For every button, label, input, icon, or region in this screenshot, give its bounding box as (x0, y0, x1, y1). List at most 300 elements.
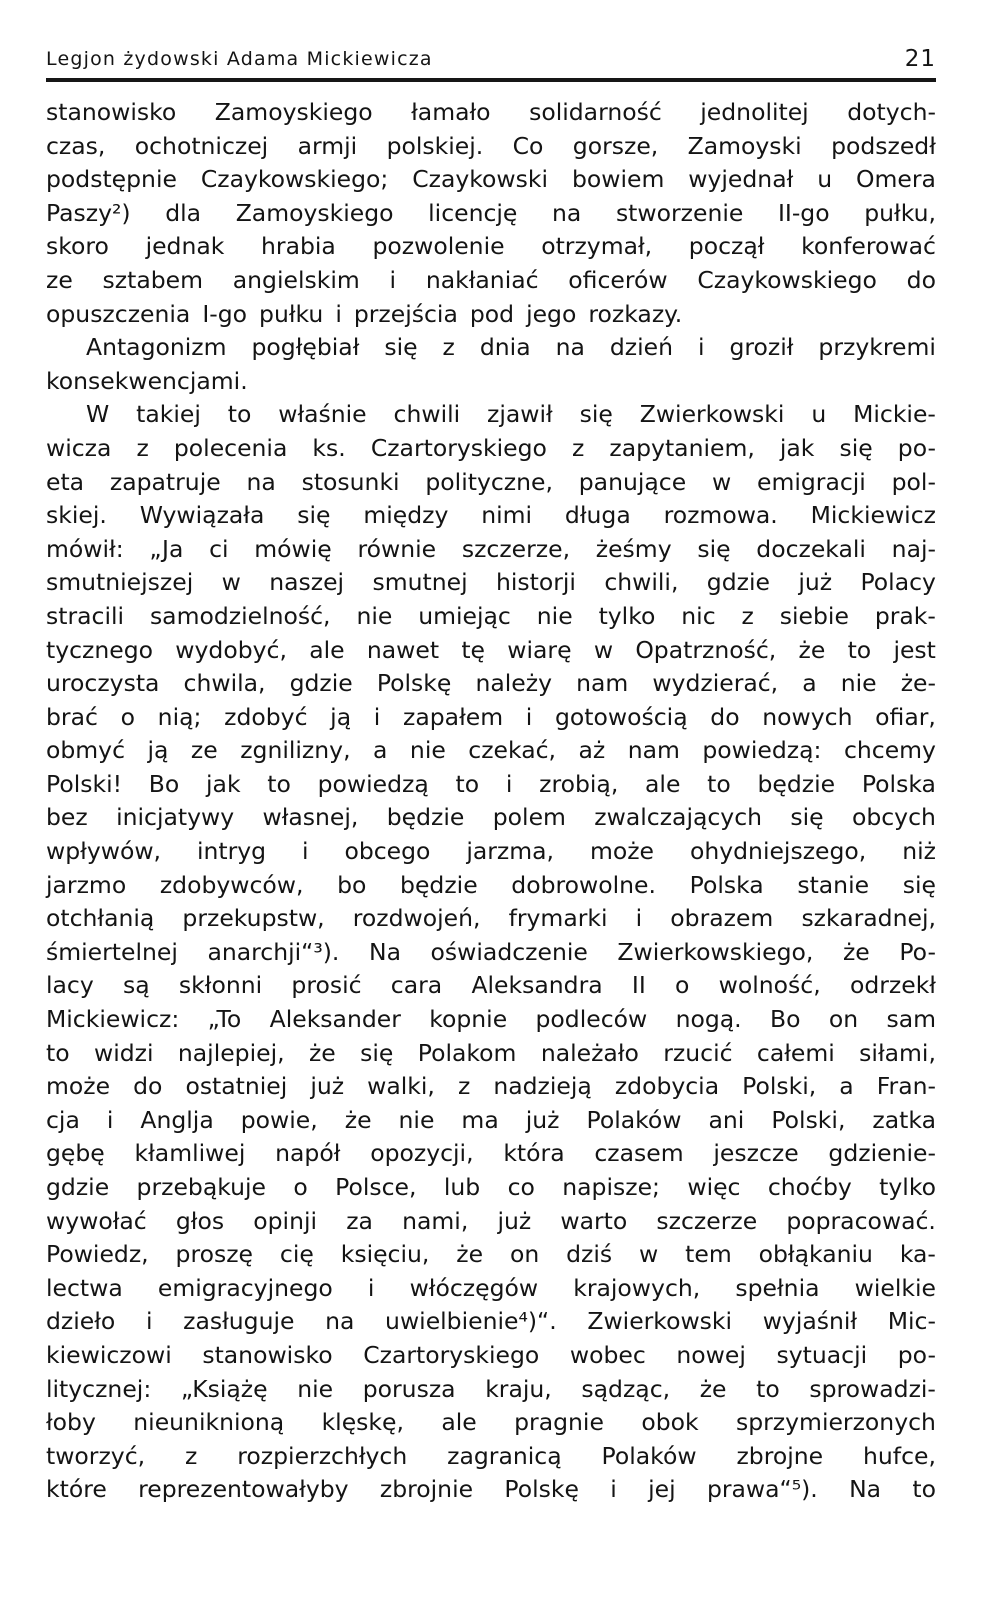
word: skoro (46, 232, 109, 261)
word: gorsze, (572, 131, 659, 160)
word: wywołać (46, 1206, 147, 1235)
word: Zamoyskiego (235, 198, 394, 227)
word: z (442, 333, 455, 362)
word: sprowadzi- (809, 1374, 936, 1403)
word: prawa“⁵). (706, 1475, 818, 1504)
word: do (710, 702, 740, 731)
word: dzieło (46, 1307, 116, 1336)
word: stanowisko (46, 98, 177, 126)
word: i (373, 702, 381, 731)
word: nieuniknioną (133, 1408, 285, 1437)
word: które (46, 1475, 107, 1504)
word: ma (461, 1105, 499, 1134)
word: Zwierkowskiego, (617, 937, 814, 966)
word: na (552, 198, 582, 227)
word: i (635, 904, 643, 933)
word: zagranicą (447, 1441, 562, 1470)
word: licencję (428, 198, 518, 227)
word: przekupstw, (182, 904, 325, 933)
word: Polski, (742, 1072, 817, 1101)
word: krajowych, (573, 1273, 701, 1302)
word: się (902, 870, 936, 899)
word: wyjednał (688, 165, 794, 194)
word: ze (190, 736, 218, 765)
word: to (912, 1475, 936, 1504)
word: oficerów (568, 265, 668, 294)
word: a (373, 736, 388, 765)
word: może (46, 1072, 111, 1101)
word: pułku, (864, 198, 936, 227)
word: Po- (899, 937, 936, 966)
word: Czaykowskiego (697, 265, 877, 294)
word: o (293, 1173, 308, 1201)
word: się (297, 501, 331, 530)
word: Polakom (417, 1038, 517, 1067)
word: i (697, 333, 705, 362)
word: nowej (676, 1340, 746, 1369)
word: Polaków (601, 1441, 697, 1470)
word: solidarność (529, 98, 662, 126)
word: popracować. (786, 1206, 936, 1235)
word: ochotniczej (134, 131, 269, 160)
word: się (839, 433, 873, 462)
word: skiej. (46, 501, 107, 530)
page-number: 21 (904, 46, 936, 72)
word: mówię (254, 534, 332, 563)
word: już (310, 1072, 345, 1101)
word: nowych (762, 702, 853, 731)
word: a (802, 669, 817, 698)
word: przebąkuje (136, 1173, 266, 1201)
word: Anglja (140, 1105, 214, 1134)
word: jego (526, 299, 577, 328)
text-line (46, 230, 936, 264)
word: już (525, 1105, 560, 1134)
word: nimi (481, 501, 533, 530)
word: obłąkaniu (758, 1240, 873, 1269)
word: ani (708, 1105, 745, 1134)
word: ka- (899, 1240, 936, 1269)
word: się (384, 333, 418, 362)
word: gotowością (555, 702, 688, 731)
word: będzie (386, 803, 465, 832)
word: to (227, 400, 252, 429)
word: cara (390, 971, 443, 1000)
word: angielskim (232, 265, 360, 294)
word: będzie (400, 870, 478, 899)
word: intryg (196, 837, 267, 866)
word: on (509, 1240, 540, 1269)
word: stosunki (301, 467, 400, 496)
word: samodzielność, (149, 601, 331, 630)
word: sztabem (102, 265, 204, 294)
word: smutnej (372, 568, 468, 597)
word: jest (893, 635, 936, 664)
word: nie (409, 736, 446, 765)
word: anarchji“³). (207, 937, 340, 966)
word: wiarę (507, 635, 572, 664)
word: na (325, 1307, 355, 1336)
word: włóczęgów (409, 1273, 539, 1302)
word: Zamoyski (687, 131, 802, 160)
text-line (46, 1272, 936, 1306)
word: Na (849, 1475, 882, 1504)
word: pod (469, 299, 515, 328)
word: pozwolenie (372, 232, 505, 261)
word: zrobią, (539, 769, 619, 798)
word: bo (337, 870, 367, 899)
word: powiedzą (317, 769, 429, 798)
word: Bo (148, 769, 180, 798)
word: na (246, 467, 276, 496)
running-head (46, 46, 936, 76)
word: porusza (362, 1374, 456, 1403)
word: Omera (856, 165, 936, 194)
text-line (46, 1037, 936, 1071)
text-line (46, 566, 936, 600)
word: w (711, 467, 732, 496)
word: Czartoryskiego (370, 433, 547, 462)
word: polityczne, (425, 467, 553, 496)
word: stanie (797, 870, 870, 899)
word: Powiedz, (46, 1240, 149, 1269)
word: i (301, 837, 309, 866)
word: oświadczenie (430, 937, 588, 966)
text-line (46, 701, 936, 735)
word: podszedł (831, 131, 936, 160)
word: Co (512, 131, 544, 160)
word: II-go (777, 198, 830, 227)
text-line (46, 197, 936, 231)
word: Mickie- (853, 400, 936, 429)
word: bowiem (571, 165, 665, 194)
word: dobrowolne. (511, 870, 656, 899)
word: lacy (46, 971, 94, 1000)
text-line (46, 298, 936, 332)
word: co (507, 1173, 535, 1201)
word: polem (492, 803, 566, 832)
running-title: Legjon żydowski Adama Mickiewicza (46, 48, 433, 70)
word: się (360, 1038, 394, 1067)
word: śmiertelnej (46, 937, 178, 966)
word: Polska (689, 870, 764, 899)
word: Bo (769, 1005, 801, 1034)
word: ci (209, 534, 229, 563)
word: jednak (145, 232, 225, 261)
word: chwili (393, 400, 461, 429)
word: sprzymierzonych (735, 1408, 936, 1437)
word: obrazem (670, 904, 774, 933)
word: tylko (879, 1173, 936, 1201)
word: sam (886, 1005, 936, 1034)
word: i (106, 1105, 114, 1134)
word: ofiar, (875, 702, 936, 731)
word: na (555, 333, 585, 362)
word: nadzieją (493, 1072, 592, 1101)
text-line (46, 1003, 936, 1037)
word: prak- (874, 601, 936, 630)
word: jeszcze (713, 1139, 799, 1168)
word: niż (902, 837, 936, 866)
word: nie (536, 601, 573, 630)
text-line (46, 1440, 936, 1474)
word: hrabia (261, 232, 336, 261)
word: obok (641, 1408, 699, 1437)
text-line (46, 1070, 936, 1104)
word: wielkie (854, 1273, 936, 1302)
word: z (136, 433, 149, 462)
word: żeśmy (595, 534, 672, 563)
word: więc (687, 1173, 741, 1201)
word: II (631, 971, 646, 1000)
word: aż (578, 736, 606, 765)
word: będzie (757, 769, 836, 798)
word: Aleksandra (471, 971, 603, 1000)
word: za (346, 1206, 373, 1235)
word: Zamoyskiego (214, 98, 373, 126)
word: bez (46, 803, 88, 832)
word: wicza (46, 433, 112, 462)
word: sądząc, (581, 1374, 671, 1403)
word: Zwierkowski (587, 1307, 733, 1336)
word: odrzekł (849, 971, 936, 1000)
word: jednolitej (700, 98, 809, 126)
text-line (46, 1305, 936, 1339)
word: z (457, 1072, 471, 1101)
word: i (389, 265, 397, 294)
word: Polska (861, 769, 936, 798)
word: i (610, 1475, 617, 1504)
word: „Ja (149, 534, 184, 563)
text-line (46, 466, 936, 500)
word: zdobyć (224, 702, 308, 731)
word: księciu, (340, 1240, 430, 1269)
word: napół (275, 1139, 341, 1168)
word: z (741, 601, 754, 630)
word: cię (279, 1240, 314, 1269)
text-line (46, 936, 936, 970)
word: Mic- (887, 1307, 936, 1336)
word: o (675, 971, 690, 1000)
word: dnia (479, 333, 531, 362)
word: głos (175, 1206, 225, 1235)
word: Paszy²) (46, 198, 131, 227)
word: już (497, 1206, 532, 1235)
word: ją (330, 702, 352, 731)
word: przejścia (353, 299, 458, 328)
word: otrzymał, (541, 232, 653, 261)
word: Czaykowskiego; (200, 165, 389, 194)
word: Polskę (376, 669, 452, 698)
word: nie (356, 601, 393, 630)
word: pragnie (514, 1408, 604, 1437)
word: lectwa (46, 1273, 123, 1302)
word: się (790, 803, 824, 832)
word: czasem (594, 1139, 684, 1168)
word: nakłaniać (425, 265, 539, 294)
word: cja (46, 1105, 80, 1134)
word: zatka (872, 1105, 936, 1134)
word: opuszczenia (46, 299, 191, 328)
word: nami, (402, 1206, 469, 1235)
word: gdzienie- (828, 1139, 936, 1168)
word: napisze; (562, 1173, 660, 1201)
word: łoby (46, 1408, 96, 1437)
word: walki, (367, 1072, 435, 1101)
word: z (571, 433, 585, 462)
word: uwielbienie⁴)“. (385, 1307, 557, 1336)
word: inicjatywy (116, 803, 235, 832)
word: to (756, 1374, 780, 1403)
text-line (46, 1171, 936, 1205)
word: skłonni (178, 971, 263, 1000)
word: smutniejszej (46, 568, 194, 597)
word: spełnia (735, 1273, 820, 1302)
word: Fran- (876, 1072, 936, 1101)
word: Opatrzność, (635, 635, 777, 664)
text-line (46, 96, 936, 130)
word: wpływów, (46, 837, 162, 866)
word: to (847, 635, 872, 664)
word: się (579, 400, 613, 429)
word: w (221, 568, 241, 597)
word: Zwierkowski (639, 400, 785, 429)
word: kraju, (485, 1374, 552, 1403)
word: historji (495, 568, 576, 597)
word: szczerze (656, 1206, 758, 1235)
word: ale (645, 769, 681, 798)
word: równie (357, 534, 437, 563)
word: Mickiewicz: (46, 1005, 180, 1034)
text-line (46, 634, 936, 668)
word: konsekwencjami. (46, 366, 248, 395)
word: u (817, 165, 833, 194)
word: konferować (801, 232, 936, 261)
word: szczerze, (461, 534, 571, 563)
word: pol- (891, 467, 936, 496)
word: zwalczających (594, 803, 763, 832)
word: Polskę (504, 1475, 579, 1504)
word: „Książę (180, 1374, 268, 1403)
word: są (123, 971, 150, 1000)
word: chcemy (843, 736, 936, 765)
word: powiedzą: (702, 736, 822, 765)
word: rozpierzchłych (237, 1441, 408, 1470)
word: ohydniejszego, (689, 837, 867, 866)
word: może (589, 837, 655, 866)
word: nie (840, 669, 877, 698)
word: że (344, 1105, 372, 1134)
word: między (363, 501, 449, 530)
word: że (798, 635, 826, 664)
word: Polsce, (335, 1173, 417, 1201)
word: dla (165, 198, 202, 227)
word: wydzierać, (652, 669, 779, 698)
word: o (120, 702, 135, 731)
word: brać (46, 702, 98, 731)
text-line (46, 533, 936, 567)
word: Polacy (860, 568, 936, 597)
word: polskiej. (386, 131, 484, 160)
word: z (185, 1441, 198, 1470)
word: obcych (851, 803, 936, 832)
word: Mickiewicz (810, 501, 936, 530)
word: klęskę, (321, 1408, 404, 1437)
text-line (46, 398, 936, 432)
word: i (367, 1273, 375, 1302)
word: podleców (535, 1005, 648, 1034)
word: wobec (569, 1340, 646, 1369)
word: i (505, 769, 513, 798)
word: to (707, 769, 731, 798)
word: dziś (566, 1240, 613, 1269)
word: jak (779, 433, 815, 462)
word: należy (475, 669, 552, 698)
text-line (46, 499, 936, 533)
word: nie (398, 1105, 435, 1134)
word: proszę (175, 1240, 254, 1269)
word: rozmowa. (663, 501, 778, 530)
word: umiejąc (418, 601, 511, 630)
word: stworzenie (615, 198, 744, 227)
text-line (46, 734, 936, 768)
word: opinji (253, 1206, 318, 1235)
word: Czartoryskiego (363, 1340, 540, 1369)
word: i (525, 702, 533, 731)
text-line (46, 1339, 936, 1373)
word: nie (297, 1374, 334, 1403)
word: stracili (46, 601, 125, 630)
word: podstępnie (46, 165, 177, 194)
word: własnej, (262, 803, 359, 832)
word: wydobyć, (175, 635, 287, 664)
word: ze (46, 265, 73, 294)
word: nic (681, 601, 716, 630)
text-line (46, 1104, 936, 1138)
word: wolność, (718, 971, 821, 1000)
word: ale (441, 1408, 477, 1437)
word: zjawił (487, 400, 553, 429)
text-line (46, 869, 936, 903)
text-line (46, 1137, 936, 1171)
word: zgnilizny, (240, 736, 351, 765)
text-line (46, 331, 936, 365)
text-line (46, 163, 936, 197)
word: nią; (157, 702, 202, 731)
word: całemi (756, 1038, 835, 1067)
word: choćby (767, 1173, 852, 1201)
word: która (503, 1139, 565, 1168)
word: się (697, 534, 731, 563)
word: ale (309, 635, 345, 664)
word: tylko (598, 601, 656, 630)
text-line (46, 969, 936, 1003)
word: i (145, 1307, 153, 1336)
text-line (46, 768, 936, 802)
word: właśnie (278, 400, 367, 429)
text-line (46, 902, 936, 936)
text-line (46, 130, 936, 164)
word: po- (897, 1340, 936, 1369)
word: Czaykowski (412, 165, 549, 194)
word: chwila, (183, 669, 266, 698)
word: tworzyć, (46, 1441, 146, 1470)
word: przykremi (818, 333, 936, 362)
word: ją (147, 736, 169, 765)
word: obcego (344, 837, 431, 866)
word: zapałem (403, 702, 504, 731)
word: I-go (202, 299, 248, 328)
